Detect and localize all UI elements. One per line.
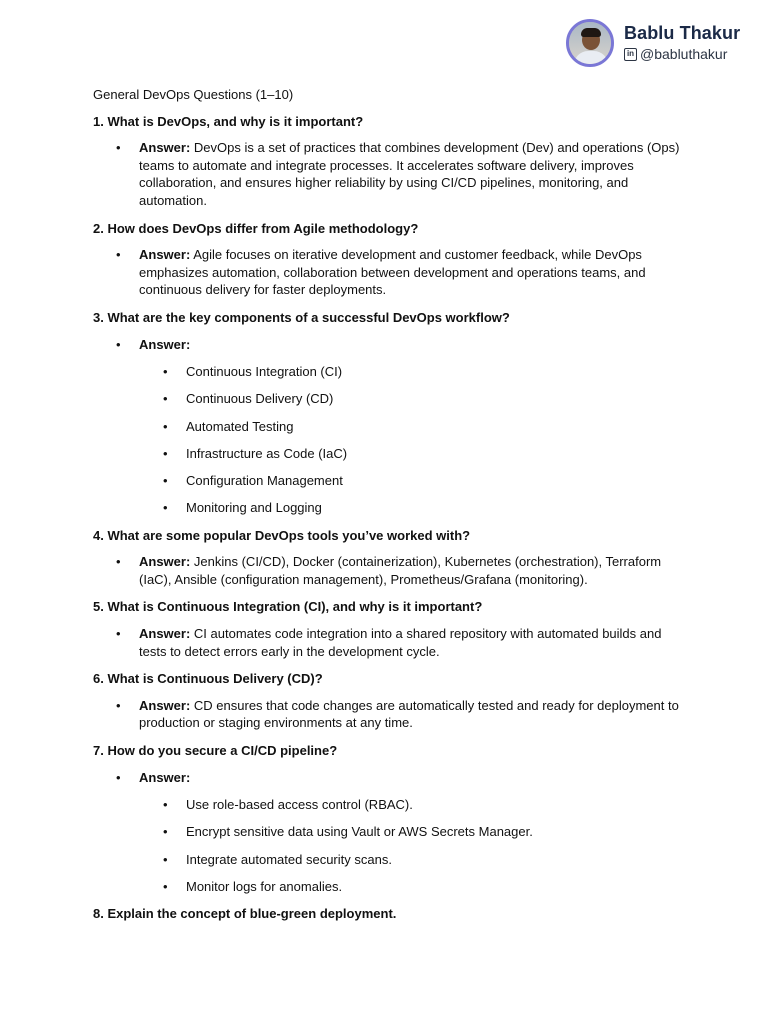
- answer-3-list: [139, 363, 683, 517]
- answer-7-list: [139, 796, 683, 895]
- question-6: 6. What is Continuous Delivery (CD)?: [93, 671, 323, 687]
- question-5: 5. What is Continuous Integration (CI), and why is it important?: [93, 599, 483, 615]
- answer-text: Jenkins (CI/CD), Docker (containerization), Kubernetes (orchestration), Terraform (IaC), Ansible (configuration management), Prometheus/Grafana (monitoring).: [139, 554, 662, 587]
- answer-text: CI automates code integration into a shared repository with automated builds and tests to detect errors early in the development cycle.: [139, 626, 662, 659]
- answer-5: [139, 625, 683, 660]
- answer-label: Answer:: [139, 140, 191, 156]
- list-item: • Monitoring and Logging: [186, 499, 683, 517]
- list-item: • Encrypt sensitive data using Vault or AWS Secrets Manager.: [186, 823, 683, 841]
- list-item: • Automated Testing: [186, 418, 683, 436]
- document-body: [93, 86, 683, 932]
- list-item: • Infrastructure as Code (IaC): [186, 445, 683, 463]
- author-name: Bablu Thakur: [624, 23, 741, 43]
- author-handle-row: [624, 45, 740, 63]
- section-heading: General DevOps Questions (1–10): [93, 87, 294, 102]
- list-item: • Integrate automated security scans.: [186, 851, 683, 869]
- answer-4: [139, 553, 683, 588]
- answer-label: Answer:: [139, 769, 191, 785]
- answer-2: [139, 246, 683, 299]
- author-handle: @babluthakur: [640, 46, 728, 62]
- answer-text: CD ensures that code changes are automatically tested and ready for deployment to production or staging environments at any time.: [139, 697, 679, 731]
- list-item: • Configuration Management: [186, 472, 683, 490]
- question-3: 3. What are the key components of a successful DevOps workflow?: [93, 309, 510, 325]
- list-item: • Monitor logs for anomalies.: [186, 878, 683, 896]
- answer-6: [139, 697, 683, 732]
- answer-text: DevOps is a set of practices that combines development (Dev) and operations (Ops) teams to automate and integrate processes. It accelerates software delivery, improves collaboration, and ensures higher reliability by using CI/CD pipelines, monitoring, and automation.: [139, 140, 680, 208]
- list-item: • Continuous Integration (CI): [186, 363, 683, 381]
- answer-label: Answer:: [139, 697, 191, 713]
- question-7: 7. How do you secure a CI/CD pipeline?: [93, 743, 338, 758]
- question-1: 1. What is DevOps, and why is it important?: [93, 113, 364, 129]
- answer-1: [139, 139, 683, 209]
- list-item: • Continuous Delivery (CD): [186, 390, 683, 408]
- question-8: 8. Explain the concept of blue-green deployment.: [93, 906, 397, 922]
- author-profile: [566, 19, 740, 67]
- question-2: 2. How does DevOps differ from Agile methodology?: [93, 220, 419, 236]
- question-4: 4. What are some popular DevOps tools you’ve worked with?: [93, 527, 471, 543]
- answer-text: Agile focuses on iterative development and customer feedback, while DevOps emphasizes automation, collaboration between development and operations teams, and continuous delivery for faster deployments.: [139, 247, 646, 298]
- linkedin-icon: in: [624, 48, 637, 61]
- answer-label: Answer:: [139, 554, 191, 570]
- answer-7: [139, 769, 683, 896]
- answer-label: Answer:: [139, 247, 191, 263]
- avatar: [566, 19, 614, 67]
- answer-3: [139, 336, 683, 517]
- answer-label: Answer:: [139, 336, 191, 352]
- answer-label: Answer:: [139, 626, 191, 642]
- list-item: • Use role-based access control (RBAC).: [186, 796, 683, 814]
